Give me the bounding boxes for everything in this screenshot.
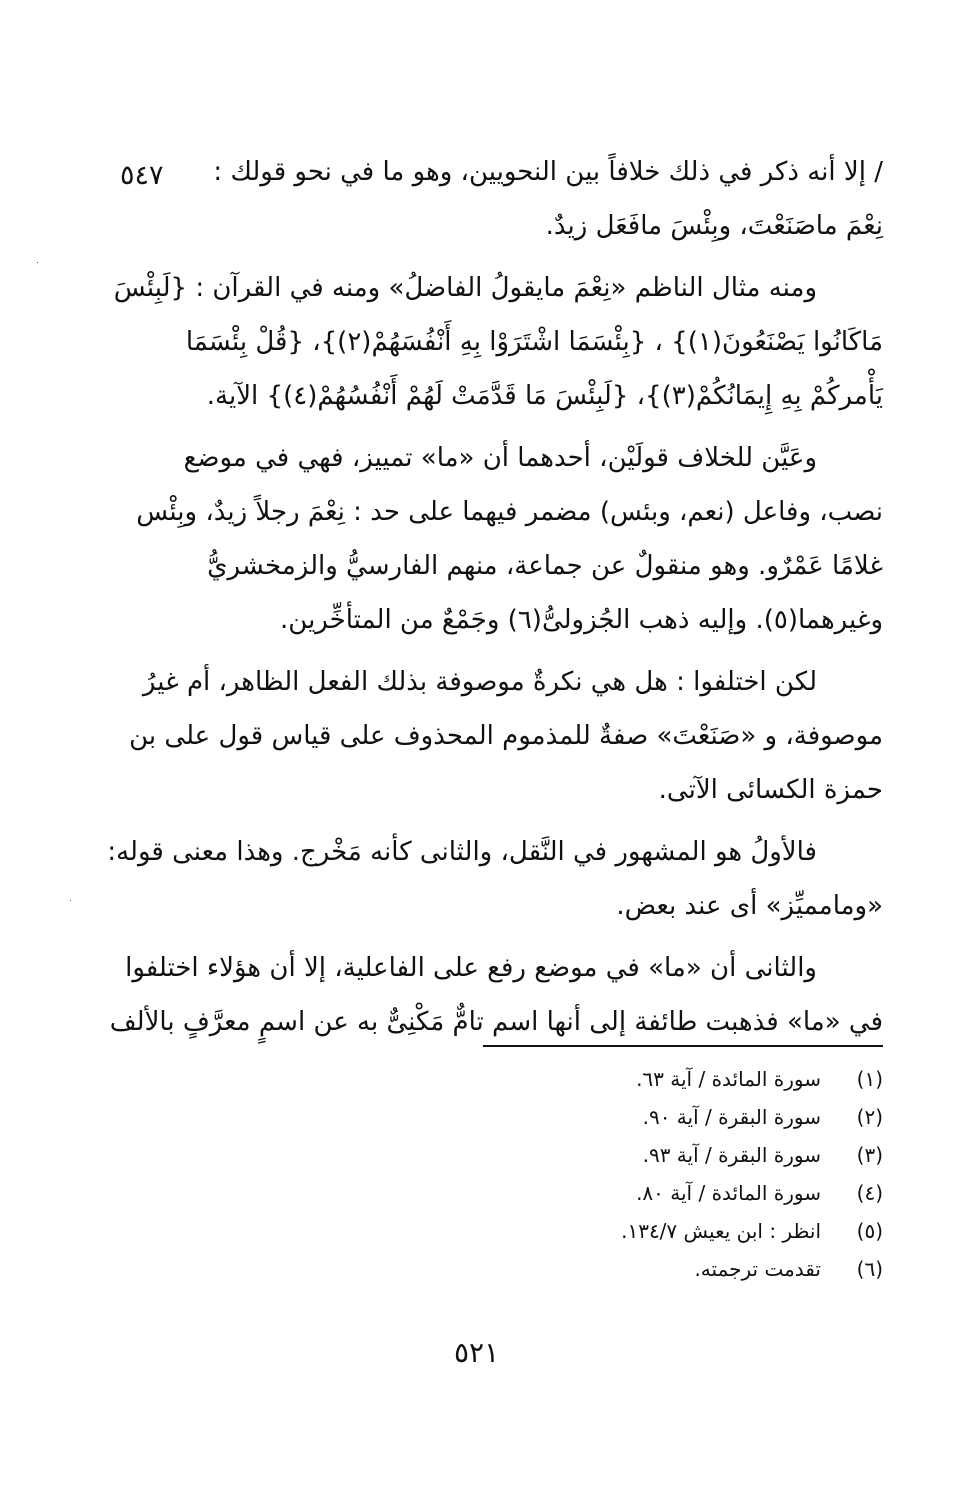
text-line: في «ما» فذهبت طائفة إلى أنها اسم تامٌّ مَكْنِىٌّ به عن اسمٍ معرَّفٍ بالألف	[109, 1007, 883, 1037]
footnote	[483, 1098, 883, 1136]
footnote-text: تقدمت ترجمته.	[694, 1257, 821, 1281]
footnote-number: (٢)	[856, 1105, 883, 1129]
text-line: وغيرهما(٥). وإليه ذهب الجُزولىُّ(٦) وجَمْعٌ من المتأخِّرين.	[280, 605, 883, 635]
paragraph	[129, 655, 883, 817]
footnote-number: (٦)	[856, 1257, 883, 1281]
paragraph	[107, 825, 883, 933]
footnote-number: (٣)	[856, 1143, 883, 1167]
page-number: ٥٢١	[454, 1336, 500, 1369]
paragraph	[136, 431, 883, 647]
footnote-text: سورة المائدة / آية ٨٠.	[636, 1181, 821, 1205]
text-line: ومنه مثال الناظم «نِعْمَ مايقولُ الفاضلُ» ومنه في القرآن : {لَبِئْسَ	[113, 273, 817, 303]
text-line: موصوفة، و «صَنَعْتَ» صفةٌ للمذموم المحذوف على قياس قول على بن	[129, 721, 883, 751]
scan-speck	[37, 262, 38, 263]
footnote-text: سورة البقرة / آية ٩٣.	[642, 1143, 821, 1167]
text-line: غلامًا عَمْرٌو. وهو منقولٌ عن جماعة، منهم الفارسيُّ والزمخشريُّ	[207, 551, 883, 581]
footnote	[483, 1136, 883, 1174]
footnotes	[483, 1060, 883, 1288]
text-line: يَأْمركُمْ بِهِ إِيمَانُكُمْ(٣)}، {لَبِئْسَ مَا قَدَّمَتْ لَهُمْ أَنْفُسُهُمْ(٤)} الآية.	[206, 381, 883, 411]
footnote	[483, 1174, 883, 1212]
footnote-text: سورة المائدة / آية ٦٣.	[636, 1067, 821, 1091]
footnote-number: (٤)	[856, 1181, 883, 1205]
footnote-number: (٥)	[856, 1219, 883, 1243]
footnote-divider	[483, 1045, 883, 1047]
paragraph	[185, 145, 883, 253]
footnote-number: (١)	[856, 1067, 883, 1091]
footnote	[483, 1250, 883, 1288]
footnote	[483, 1212, 883, 1250]
text-line: / إلا أنه ذكر في ذلك خلافاً بين النحويين، وهو ما في نحو قولك :	[213, 157, 883, 187]
text-line: وعَيَّن للخلاف قولَيْن، أحدهما أن «ما» تمييز، فهي في موضع	[183, 443, 817, 473]
margin-page-number: ٥٤٧	[120, 160, 164, 191]
paragraph	[113, 261, 883, 423]
scan-speck	[70, 900, 71, 901]
footnote	[483, 1060, 883, 1098]
text-line: «ومامميِّز» أى عند بعض.	[616, 891, 883, 921]
footnote-text: سورة البقرة / آية ٩٠.	[642, 1105, 821, 1129]
text-line: مَاكَانُوا يَصْنَعُونَ(١)} ، {بِئْسَمَا اشْتَرَوْا بِهِ أَنْفُسَهُمْ(٢)}، {قُلْ بِئْسَمَا	[185, 327, 883, 357]
text-line: حمزة الكسائى الآتى.	[658, 775, 883, 805]
footnote-text: انظر : ابن يعيش ١٣٤/٧.	[621, 1219, 821, 1243]
paragraph	[109, 941, 883, 1049]
text-line: فالأولُ هو المشهور في النَّقل، والثانى كأنه مَخْرج. وهذا معنى قوله:	[107, 837, 817, 867]
text-line: والثانى أن «ما» في موضع رفع على الفاعلية، إلا أن هؤلاء اختلفوا	[125, 953, 817, 983]
text-line: نِعْمَ ماصَنَعْتَ، وبِئْسَ مافَعَل زيدٌ.	[545, 211, 883, 241]
text-line: نصب، وفاعل (نعم، وبئس) مضمر فيهما على حد : نِعْمَ رجلاً زيدٌ، وبِئْس	[136, 497, 883, 527]
text-line: لكن اختلفوا : هل هي نكرةٌ موصوفة بذلك الفعل الظاهر، أم غيرُ	[142, 667, 817, 697]
